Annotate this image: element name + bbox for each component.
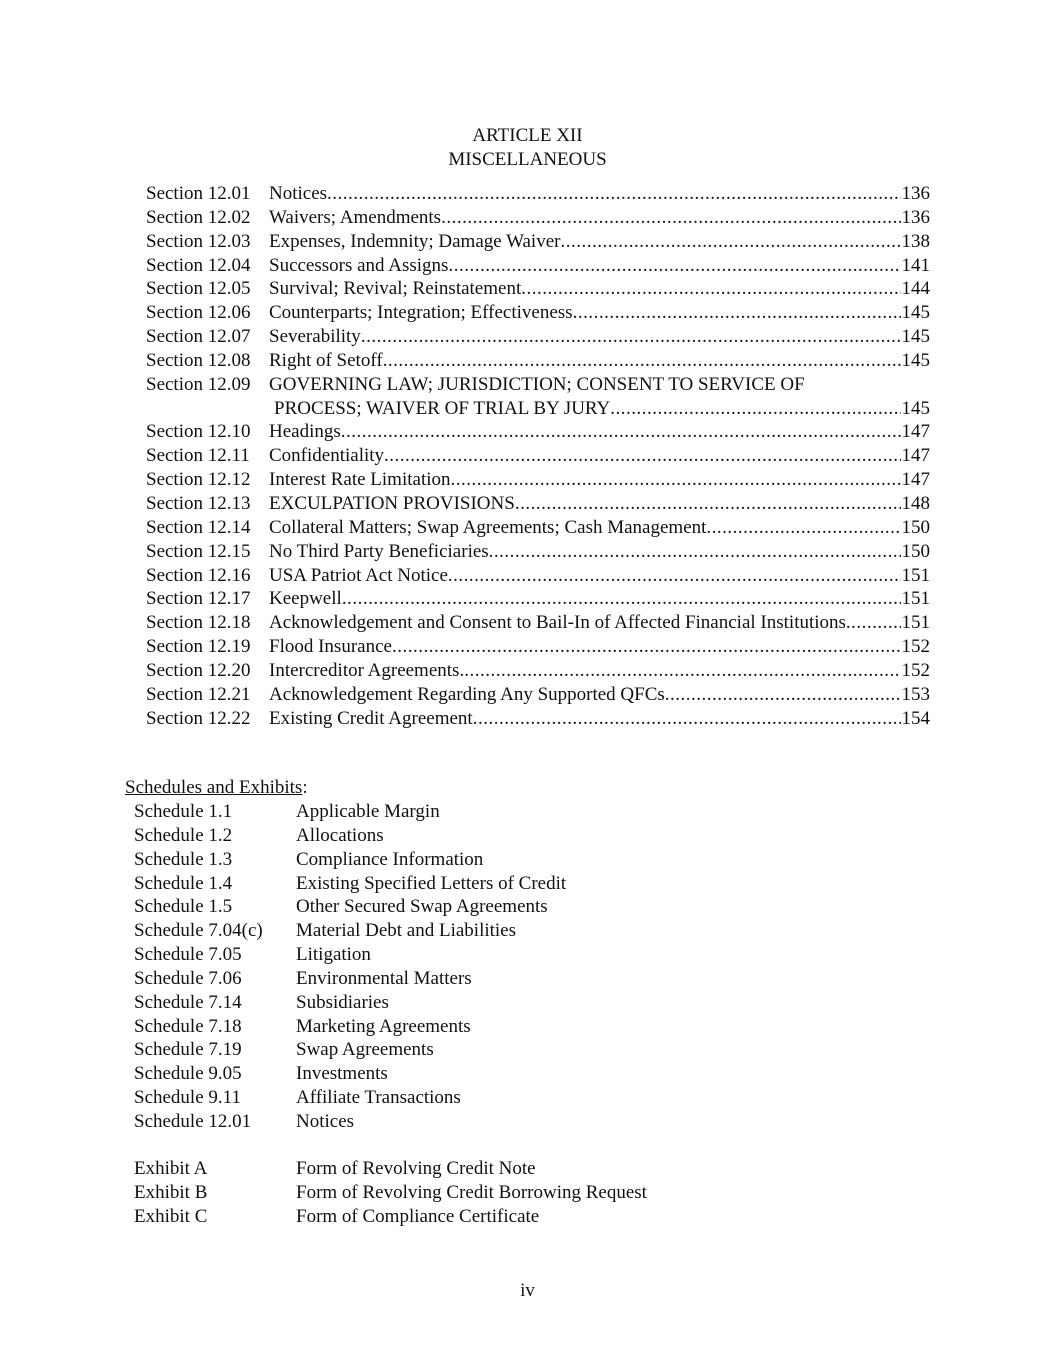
schedules-heading-text: Schedules and Exhibits <box>125 777 303 798</box>
schedule-item <box>134 824 834 848</box>
exhibit-item <box>134 1157 834 1181</box>
exhibit-item-code: Exhibit A <box>134 1158 208 1179</box>
schedule-item <box>134 967 834 991</box>
dot-leader <box>464 659 900 683</box>
section-title-block <box>269 254 930 278</box>
dot-leader <box>448 564 901 588</box>
section-title-block <box>269 492 930 516</box>
section-number: Section 12.01 <box>146 183 251 204</box>
section-title-line <box>269 540 930 564</box>
exhibit-item-description: Form of Revolving Credit Borrowing Request <box>296 1181 647 1203</box>
section-title-line <box>269 325 930 349</box>
dot-leader <box>473 707 901 731</box>
section-title-block <box>269 707 930 731</box>
dot-leader <box>706 516 900 540</box>
dot-leader <box>361 325 901 349</box>
dot-leader <box>489 540 901 564</box>
section-title: Notices <box>269 183 328 204</box>
schedule-item-description: Investments <box>296 1063 388 1085</box>
schedule-item <box>134 872 834 896</box>
section-title: Successors and Assigns <box>269 254 449 276</box>
schedule-item-code: Schedule 7.19 <box>134 1039 242 1061</box>
toc-entry <box>146 659 930 683</box>
schedule-item-description: Litigation <box>296 944 371 966</box>
section-title-block <box>269 325 930 349</box>
schedule-item <box>134 919 834 943</box>
section-page-number: 145 <box>901 349 930 371</box>
section-title: Existing Credit Agreement <box>269 707 473 729</box>
dot-leader <box>521 277 900 301</box>
section-title-line <box>269 206 930 230</box>
section-title-block <box>269 587 930 611</box>
section-title-block <box>269 468 930 492</box>
schedule-item-description: Swap Agreements <box>296 1039 434 1061</box>
section-page-number: 147 <box>901 421 930 443</box>
section-title: Headings <box>269 421 341 443</box>
dot-leader <box>342 587 901 611</box>
toc-entry <box>146 707 930 731</box>
article-title: MISCELLANEOUS <box>448 149 607 170</box>
dot-leader <box>392 635 901 659</box>
section-page-number: 136 <box>901 206 930 228</box>
toc-entry <box>146 373 930 421</box>
exhibit-item-description: Form of Compliance Certificate <box>296 1205 540 1227</box>
dot-leader <box>441 206 900 230</box>
exhibit-item-code: Exhibit C <box>134 1205 208 1227</box>
toc-entry <box>146 254 930 278</box>
section-title: Intercreditor Agreements. <box>269 659 465 681</box>
toc-entry <box>146 635 930 659</box>
schedule-item-description: Subsidiaries <box>296 991 389 1013</box>
section-title-line <box>269 420 930 444</box>
schedule-item-description: Notices <box>296 1110 355 1132</box>
schedule-item <box>134 800 834 824</box>
section-title-line <box>269 301 930 325</box>
table-of-contents <box>146 182 930 730</box>
toc-entry <box>146 564 930 588</box>
exhibit-item <box>134 1205 834 1229</box>
section-title-line <box>269 182 930 206</box>
section-number: Section 12.14 <box>146 516 251 538</box>
toc-entry <box>146 587 930 611</box>
section-page-number: 153 <box>901 683 930 705</box>
schedule-item-description: Allocations <box>296 824 384 846</box>
section-number: Section 12.09 <box>146 373 251 395</box>
schedule-item-code: Schedule 7.05 <box>134 944 242 966</box>
section-page-number: 136 <box>901 183 930 204</box>
section-title-line <box>269 564 930 588</box>
schedule-item <box>134 1086 834 1110</box>
schedule-item <box>134 895 834 919</box>
section-title-block <box>269 659 930 683</box>
section-number: Section 12.05 <box>146 278 251 300</box>
schedule-item-code: Schedule 12.01 <box>134 1110 252 1132</box>
section-title-block <box>269 516 930 540</box>
exhibit-item-description: Form of Revolving Credit Note <box>296 1158 536 1179</box>
exhibit-item <box>134 1181 834 1205</box>
section-number: Section 12.08 <box>146 349 251 371</box>
toc-entry <box>146 182 930 206</box>
schedules-heading-colon: : <box>302 777 308 798</box>
section-title-block <box>269 277 930 301</box>
section-title-block <box>269 230 930 254</box>
section-number: Section 12.06 <box>146 302 251 324</box>
section-title-line <box>269 707 930 731</box>
dot-leader <box>451 468 901 492</box>
schedule-item <box>134 1015 834 1039</box>
section-page-number: 148 <box>901 492 930 514</box>
toc-entry <box>146 230 930 254</box>
section-number: Section 12.19 <box>146 636 251 658</box>
schedule-item-description: Other Secured Swap Agreements <box>296 896 548 918</box>
section-title: USA Patriot Act Notice <box>269 564 448 586</box>
schedule-item-code: Schedule 1.1 <box>134 801 233 822</box>
schedule-item <box>134 1110 834 1134</box>
section-page-number: 147 <box>901 469 930 491</box>
section-number: Section 12.20 <box>146 659 251 681</box>
toc-entry <box>146 301 930 325</box>
schedule-item-description: Existing Specified Letters of Credit <box>296 872 567 894</box>
section-title-line <box>269 254 930 278</box>
schedule-item-code: Schedule 7.18 <box>134 1015 242 1037</box>
schedule-item <box>134 1062 834 1086</box>
toc-entry <box>146 611 930 635</box>
schedule-item-description: Affiliate Transactions <box>296 1087 461 1109</box>
toc-entry <box>146 540 930 564</box>
dot-leader <box>383 349 901 373</box>
section-number: Section 12.15 <box>146 540 251 562</box>
section-title-line <box>269 444 930 468</box>
section-title-block <box>269 301 930 325</box>
section-title: Counterparts; Integration; Effectiveness <box>269 302 573 324</box>
toc-entry <box>146 206 930 230</box>
section-page-number: 151 <box>901 564 930 586</box>
section-title: GOVERNING LAW; JURISDICTION; CONSENT TO SERVICE OF <box>269 373 805 395</box>
section-title: Acknowledgement and Consent to Bail-In of Affected Financial Institutions <box>269 612 846 634</box>
section-number: Section 12.12 <box>146 469 251 491</box>
schedule-item-description: Marketing Agreements <box>296 1015 471 1037</box>
section-page-number: 147 <box>901 445 930 467</box>
schedule-item-code: Schedule 1.5 <box>134 896 233 918</box>
section-title-block <box>269 540 930 564</box>
section-title-block <box>269 564 930 588</box>
schedules-heading <box>125 776 308 800</box>
section-page-number: 154 <box>901 707 930 729</box>
schedule-item-code: Schedule 7.04(c) <box>134 920 263 942</box>
section-title-line <box>269 349 930 373</box>
section-page-number: 145 <box>901 397 930 419</box>
section-title-line <box>269 277 930 301</box>
section-title-line <box>269 397 930 421</box>
toc-entry <box>146 516 930 540</box>
schedule-item-description: Applicable Margin <box>296 801 440 822</box>
section-page-number: 145 <box>901 302 930 324</box>
dot-leader <box>610 397 900 421</box>
section-title: Collateral Matters; Swap Agreements; Cash Management <box>269 516 707 538</box>
section-title: Flood Insurance <box>269 636 392 658</box>
section-title-block <box>269 373 930 421</box>
section-title: Expenses, Indemnity; Damage Waiver <box>269 230 561 252</box>
section-page-number: 151 <box>901 588 930 610</box>
section-title: Acknowledgement Regarding Any Supported QFCs <box>269 683 665 705</box>
section-page-number: 152 <box>901 636 930 658</box>
page-number: iv <box>520 1280 535 1301</box>
schedule-item-code: Schedule 7.06 <box>134 967 242 989</box>
schedule-item <box>134 943 834 967</box>
section-title-line <box>269 659 930 683</box>
section-number: Section 12.18 <box>146 612 251 634</box>
article-number: ARTICLE XII <box>472 125 583 146</box>
section-title-line <box>269 373 930 397</box>
section-number: Section 12.03 <box>146 230 251 252</box>
toc-entry <box>146 420 930 444</box>
schedule-item <box>134 991 834 1015</box>
schedule-item-description: Environmental Matters <box>296 967 472 989</box>
section-title: No Third Party Beneficiaries <box>269 540 489 562</box>
schedule-item-description: Material Debt and Liabilities <box>296 920 517 942</box>
section-title-line <box>269 683 930 707</box>
dot-leader <box>448 254 900 278</box>
schedule-item-code: Schedule 1.3 <box>134 848 233 870</box>
dot-leader <box>846 611 901 635</box>
section-title-block <box>269 420 930 444</box>
section-title: Keepwell <box>269 588 342 610</box>
section-page-number: 152 <box>901 659 930 681</box>
section-number: Section 12.02 <box>146 206 251 228</box>
dot-leader <box>327 182 900 206</box>
section-title: Survival; Revival; Reinstatement <box>269 278 522 300</box>
toc-entry <box>146 277 930 301</box>
dot-leader <box>560 230 900 254</box>
dot-leader <box>515 492 901 516</box>
section-page-number: 151 <box>901 612 930 634</box>
section-title-continued: PROCESS; WAIVER OF TRIAL BY JURY <box>274 397 611 419</box>
section-title-line <box>269 587 930 611</box>
section-page-number: 141 <box>901 254 930 276</box>
toc-entry <box>146 492 930 516</box>
toc-entry <box>146 683 930 707</box>
section-title-block <box>269 444 930 468</box>
section-title-block <box>269 635 930 659</box>
section-title-line <box>269 468 930 492</box>
section-title: EXCULPATION PROVISIONS <box>269 492 515 514</box>
schedule-item-description: Compliance Information <box>296 848 484 870</box>
exhibits-list <box>134 1157 834 1229</box>
section-title-line <box>269 230 930 254</box>
section-title-block <box>269 182 930 206</box>
section-number: Section 12.07 <box>146 326 251 348</box>
section-title-line <box>269 492 930 516</box>
schedule-item-code: Schedule 9.05 <box>134 1063 242 1085</box>
section-title-block <box>269 349 930 373</box>
section-number: Section 12.21 <box>146 683 251 705</box>
section-title: Confidentiality <box>269 445 385 467</box>
schedule-item <box>134 848 834 872</box>
toc-entry <box>146 444 930 468</box>
section-number: Section 12.13 <box>146 492 251 514</box>
section-number: Section 12.11 <box>146 445 250 467</box>
section-title-line <box>269 611 930 635</box>
section-title-block <box>269 683 930 707</box>
schedule-item <box>134 1038 834 1062</box>
section-page-number: 138 <box>901 230 930 252</box>
toc-entry <box>146 349 930 373</box>
section-title-line <box>269 516 930 540</box>
dot-leader <box>665 683 901 707</box>
section-title: Right of Setoff <box>269 349 383 371</box>
dot-leader <box>573 301 901 325</box>
section-title: Waivers; Amendments <box>269 206 442 228</box>
schedule-item-code: Schedule 7.14 <box>134 991 242 1013</box>
section-page-number: 144 <box>901 278 930 300</box>
section-title: Interest Rate Limitation <box>269 469 451 491</box>
section-title-block <box>269 611 930 635</box>
dot-leader <box>341 420 901 444</box>
schedule-item-code: Schedule 9.11 <box>134 1087 241 1109</box>
dot-leader <box>384 444 900 468</box>
section-number: Section 12.16 <box>146 564 251 586</box>
section-number: Section 12.10 <box>146 421 251 443</box>
section-number: Section 12.22 <box>146 707 251 729</box>
toc-entry <box>146 468 930 492</box>
section-page-number: 145 <box>901 326 930 348</box>
section-title-line <box>269 635 930 659</box>
section-title: Severability <box>269 326 361 348</box>
schedule-item-code: Schedule 1.2 <box>134 824 233 846</box>
schedules-list <box>134 800 834 1134</box>
section-title-block <box>269 206 930 230</box>
toc-entry <box>146 325 930 349</box>
section-number: Section 12.04 <box>146 254 251 276</box>
schedule-item-code: Schedule 1.4 <box>134 872 233 894</box>
section-page-number: 150 <box>901 516 930 538</box>
exhibit-item-code: Exhibit B <box>134 1181 208 1203</box>
section-number: Section 12.17 <box>146 588 251 610</box>
section-page-number: 150 <box>901 540 930 562</box>
